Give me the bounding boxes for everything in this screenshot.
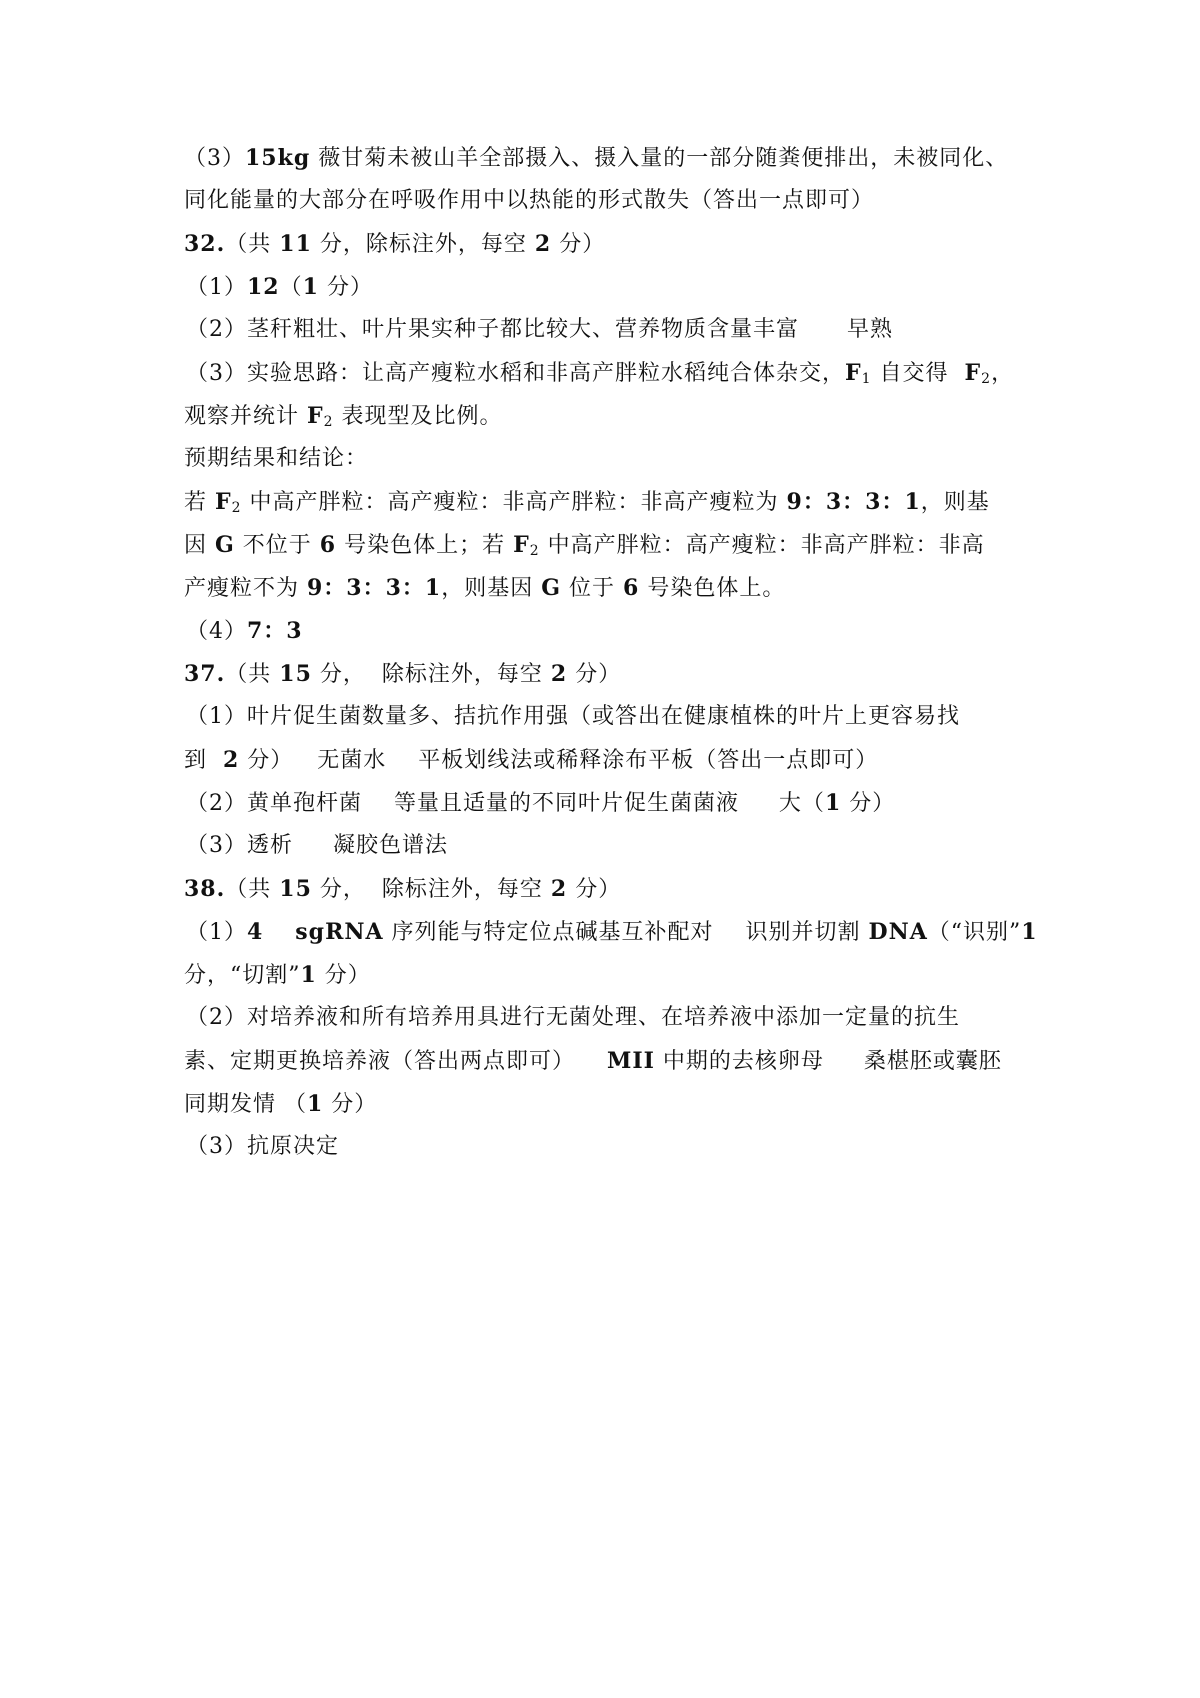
text-run: 2 [550,661,568,687]
text-run: 12 [247,274,280,300]
text-run: 1 [824,790,842,816]
text-run: 分） [841,791,896,816]
text-run: ，则基 [920,490,990,515]
text-run: 6 [623,575,640,601]
text-run: （1）叶片促生菌数量多、拮抗作用强（或答出在健康植株的叶片上更容易找 [186,704,960,729]
text-run: 6 [319,532,337,558]
text-line [186,358,1014,389]
text-run: 位于 [561,576,624,601]
text-run: 分） [567,662,622,687]
text-run: 2 [231,500,242,516]
text-run: 分） [316,963,371,988]
text-line [184,1046,1002,1077]
text-run: 1 [861,371,872,387]
text-run: （3） [184,146,245,171]
text-run: 15 [279,661,312,687]
text-run: 38. [184,876,226,902]
text-run: 分） 无菌水 平板划线法或稀释涂布平板（答出一点即可） [239,748,879,773]
text-run: 9：3：3：1 [786,489,921,515]
text-run: 预期结果和结论： [184,446,369,471]
text-run: 分，除标注外，每空 [311,232,535,257]
text-run: （2）黄单孢杆菌 等量且适量的不同叶片促生菌菌液 大（ [186,791,825,816]
text-run: （4） [186,619,247,644]
text-run: F [964,360,982,386]
text-run: 分） [567,877,622,902]
text-run: 薇甘菊未被山羊全部摄入、摄入量的一部分随粪便排出，未被同化、 [310,146,1009,171]
text-run: 分， 除标注外，每空 [311,877,551,902]
text-run: 表现型及比例。 [333,404,503,429]
text-run: 2 [223,747,240,773]
text-line [186,315,893,345]
text-run: 1 [302,274,319,300]
text-run: 观察并统计 [184,404,307,429]
section-heading-38 [184,874,621,905]
text-run: 号染色体上；若 [336,533,514,558]
text-run: 2 [550,876,568,902]
text-run: （“识别” [927,920,1022,945]
text-line [186,831,448,861]
text-run: （共 [225,877,280,902]
text-run: 同期发情 （ [184,1092,307,1117]
text-run: 同化能量的大部分在呼吸作用中以热能的形式散失（答出一点即可） [184,188,875,213]
text-run: 分） [318,275,373,300]
text-line [186,1132,339,1162]
text-line [186,917,1038,948]
text-run: 2 [534,231,552,257]
text-run: （1） [186,920,247,945]
text-line [184,530,985,561]
text-run: （ [279,275,303,300]
text-run: 素、定期更换培养液（答出两点即可） [184,1049,607,1074]
text-run: 中高产胖粒：高产瘦粒：非高产胖粒：非高产瘦粒为 [241,490,787,515]
text-run: （3）抗原决定 [186,1134,339,1159]
text-run: 分） [323,1092,378,1117]
text-run: 2 [529,543,540,559]
text-run: sgRNA [295,919,384,945]
text-run: G [215,532,235,558]
text-run: （3）透析 凝胶色谱法 [186,833,448,858]
section-heading-37 [184,659,621,690]
text-run: 2 [323,414,334,430]
text-line [184,143,1008,174]
text-line [184,401,503,432]
text-line [186,788,895,819]
text-run: ，则基因 [441,576,542,601]
text-run: （共 [225,662,280,687]
text-run: F [215,489,232,515]
text-run: 产瘦粒不为 [184,576,307,601]
text-line [184,444,368,474]
text-run: 1 [1021,919,1038,945]
text-run: 32. [184,231,226,257]
text-run: 15 [279,876,312,902]
text-run [263,920,295,945]
text-run: G [541,575,562,601]
text-line [184,487,990,518]
text-run: （2）茎秆粗壮、叶片果实种子都比较大、营养物质含量丰富 早熟 [186,317,893,342]
text-run: 号染色体上。 [639,576,786,601]
text-run: 若 [184,490,215,515]
text-run: 自交得 [871,361,965,386]
text-run: DNA [868,919,928,945]
text-run: （2）对培养液和所有培养用具进行无菌处理、在培养液中添加一定量的抗生 [186,1005,960,1030]
text-run: 4 [247,919,264,945]
text-run: 中期的去核卵母 桑椹胚或囊胚 [654,1049,1002,1074]
text-run: 1 [300,962,317,988]
text-run: F [845,360,862,386]
text-run: 15kg [245,145,311,171]
text-line [186,1003,960,1033]
text-line [184,745,878,776]
text-run: 中高产胖粒：高产瘦粒：非高产胖粒：非高 [539,533,985,558]
text-run: 37. [184,661,226,687]
text-run: 不位于 [234,533,320,558]
section-heading-32 [184,229,605,260]
text-line [186,272,373,303]
text-run: 9：3：3：1 [307,575,442,601]
text-line [184,1089,377,1120]
text-run: （3）实验思路：让高产瘦粒水稻和非高产胖粒水稻纯合体杂交， [186,361,845,386]
text-line [184,573,785,604]
text-run: 分， 除标注外，每空 [311,662,551,687]
text-run: ， [991,361,1015,386]
text-line [184,186,874,216]
text-run: （1） [186,275,247,300]
text-run: 分） [551,232,606,257]
text-run: 分，“切割” [184,963,301,988]
text-run: F [307,403,324,429]
text-run: 2 [981,371,992,387]
text-run: 7：3 [247,618,303,644]
text-line [184,960,371,991]
text-run: F [513,532,530,558]
text-run: MII [606,1048,655,1074]
text-line [186,702,960,732]
text-run: 因 [184,533,215,558]
text-run: 1 [307,1091,324,1117]
text-run: 11 [279,231,312,257]
text-run: 到 [184,748,223,773]
text-line [186,616,303,647]
text-run: 序列能与特定位点碱基互补配对 识别并切割 [383,920,869,945]
text-run: （共 [225,232,280,257]
